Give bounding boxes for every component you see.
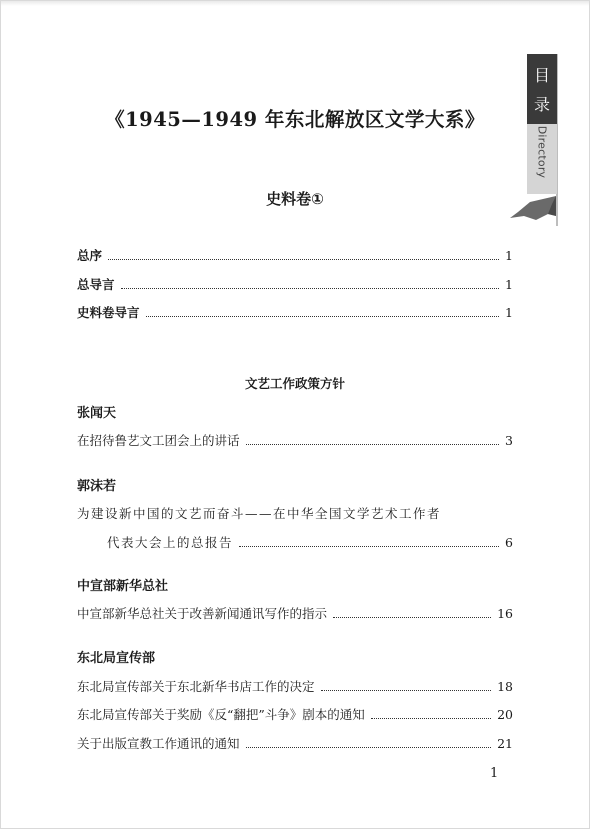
toc-entry-page: 20 [497,707,513,722]
toc-entry[interactable] [77,246,513,264]
toc-entry-page: 3 [505,433,513,448]
toc-entry[interactable] [77,734,513,752]
directory-char-2: 录 [533,95,550,114]
dot-leader [371,718,491,719]
dot-leader [239,546,499,547]
author-heading: 张闻天 [77,406,117,421]
toc-entry[interactable] [77,604,513,622]
toc-entry-title: 在招待鲁艺文工团会上的讲话 [77,433,240,448]
toc-entry-page: 1 [505,248,513,263]
toc-entry-title-line2: 代表大会上的总报告 [107,535,234,550]
toc-entry-title: 总序 [77,248,103,263]
volume-title: 史料卷① [266,190,324,208]
directory-char-1: 目 [533,66,550,85]
section-heading: 文艺工作政策方针 [244,376,345,391]
author-heading: 郭沫若 [77,479,117,494]
toc-entry-title: 东北局宣传部关于奖励《反“翻把”斗争》剧本的通知 [77,707,365,722]
toc-entry-title: 中宣部新华总社关于改善新闻通讯写作的指示 [77,606,328,621]
toc-entry[interactable] [77,705,513,723]
toc-entry[interactable] [77,303,513,321]
toc-entry[interactable] [77,275,513,293]
toc-entry-title-line1[interactable]: 为建设新中国的文艺而奋斗——在中华全国文学艺术工作者 [77,506,442,521]
dot-leader [321,690,492,691]
toc-entry-page: 21 [497,736,513,751]
toc-entry[interactable] [77,431,513,449]
dot-leader [246,747,492,748]
author-heading: 中宣部新华总社 [77,579,169,594]
author-heading: 东北局宣传部 [77,651,156,666]
dot-leader [333,617,491,618]
toc-entry-title: 关于出版宣教工作通讯的通知 [77,736,240,751]
toc-entry-title: 总导言 [77,277,115,292]
page-number: 1 [490,766,499,781]
dot-leader [108,259,499,260]
toc-entry-page: 1 [505,305,513,320]
dot-leader [121,288,500,289]
toc-entry-title: 东北局宣传部关于东北新华书店工作的决定 [77,679,315,694]
toc-entry-page: 6 [505,535,513,550]
dot-leader [246,444,500,445]
directory-english-label: Directory [535,125,549,179]
book-title: 《1945—1949 年东北解放区文学大系》 [105,108,485,131]
toc-entry[interactable] [107,533,513,551]
toc-entry-page: 16 [497,606,513,621]
toc-entry[interactable] [77,677,513,695]
toc-entry-page: 18 [497,679,513,694]
toc-entry-title: 史料卷导言 [77,305,140,320]
toc-entry-page: 1 [505,277,513,292]
dot-leader [146,316,500,317]
